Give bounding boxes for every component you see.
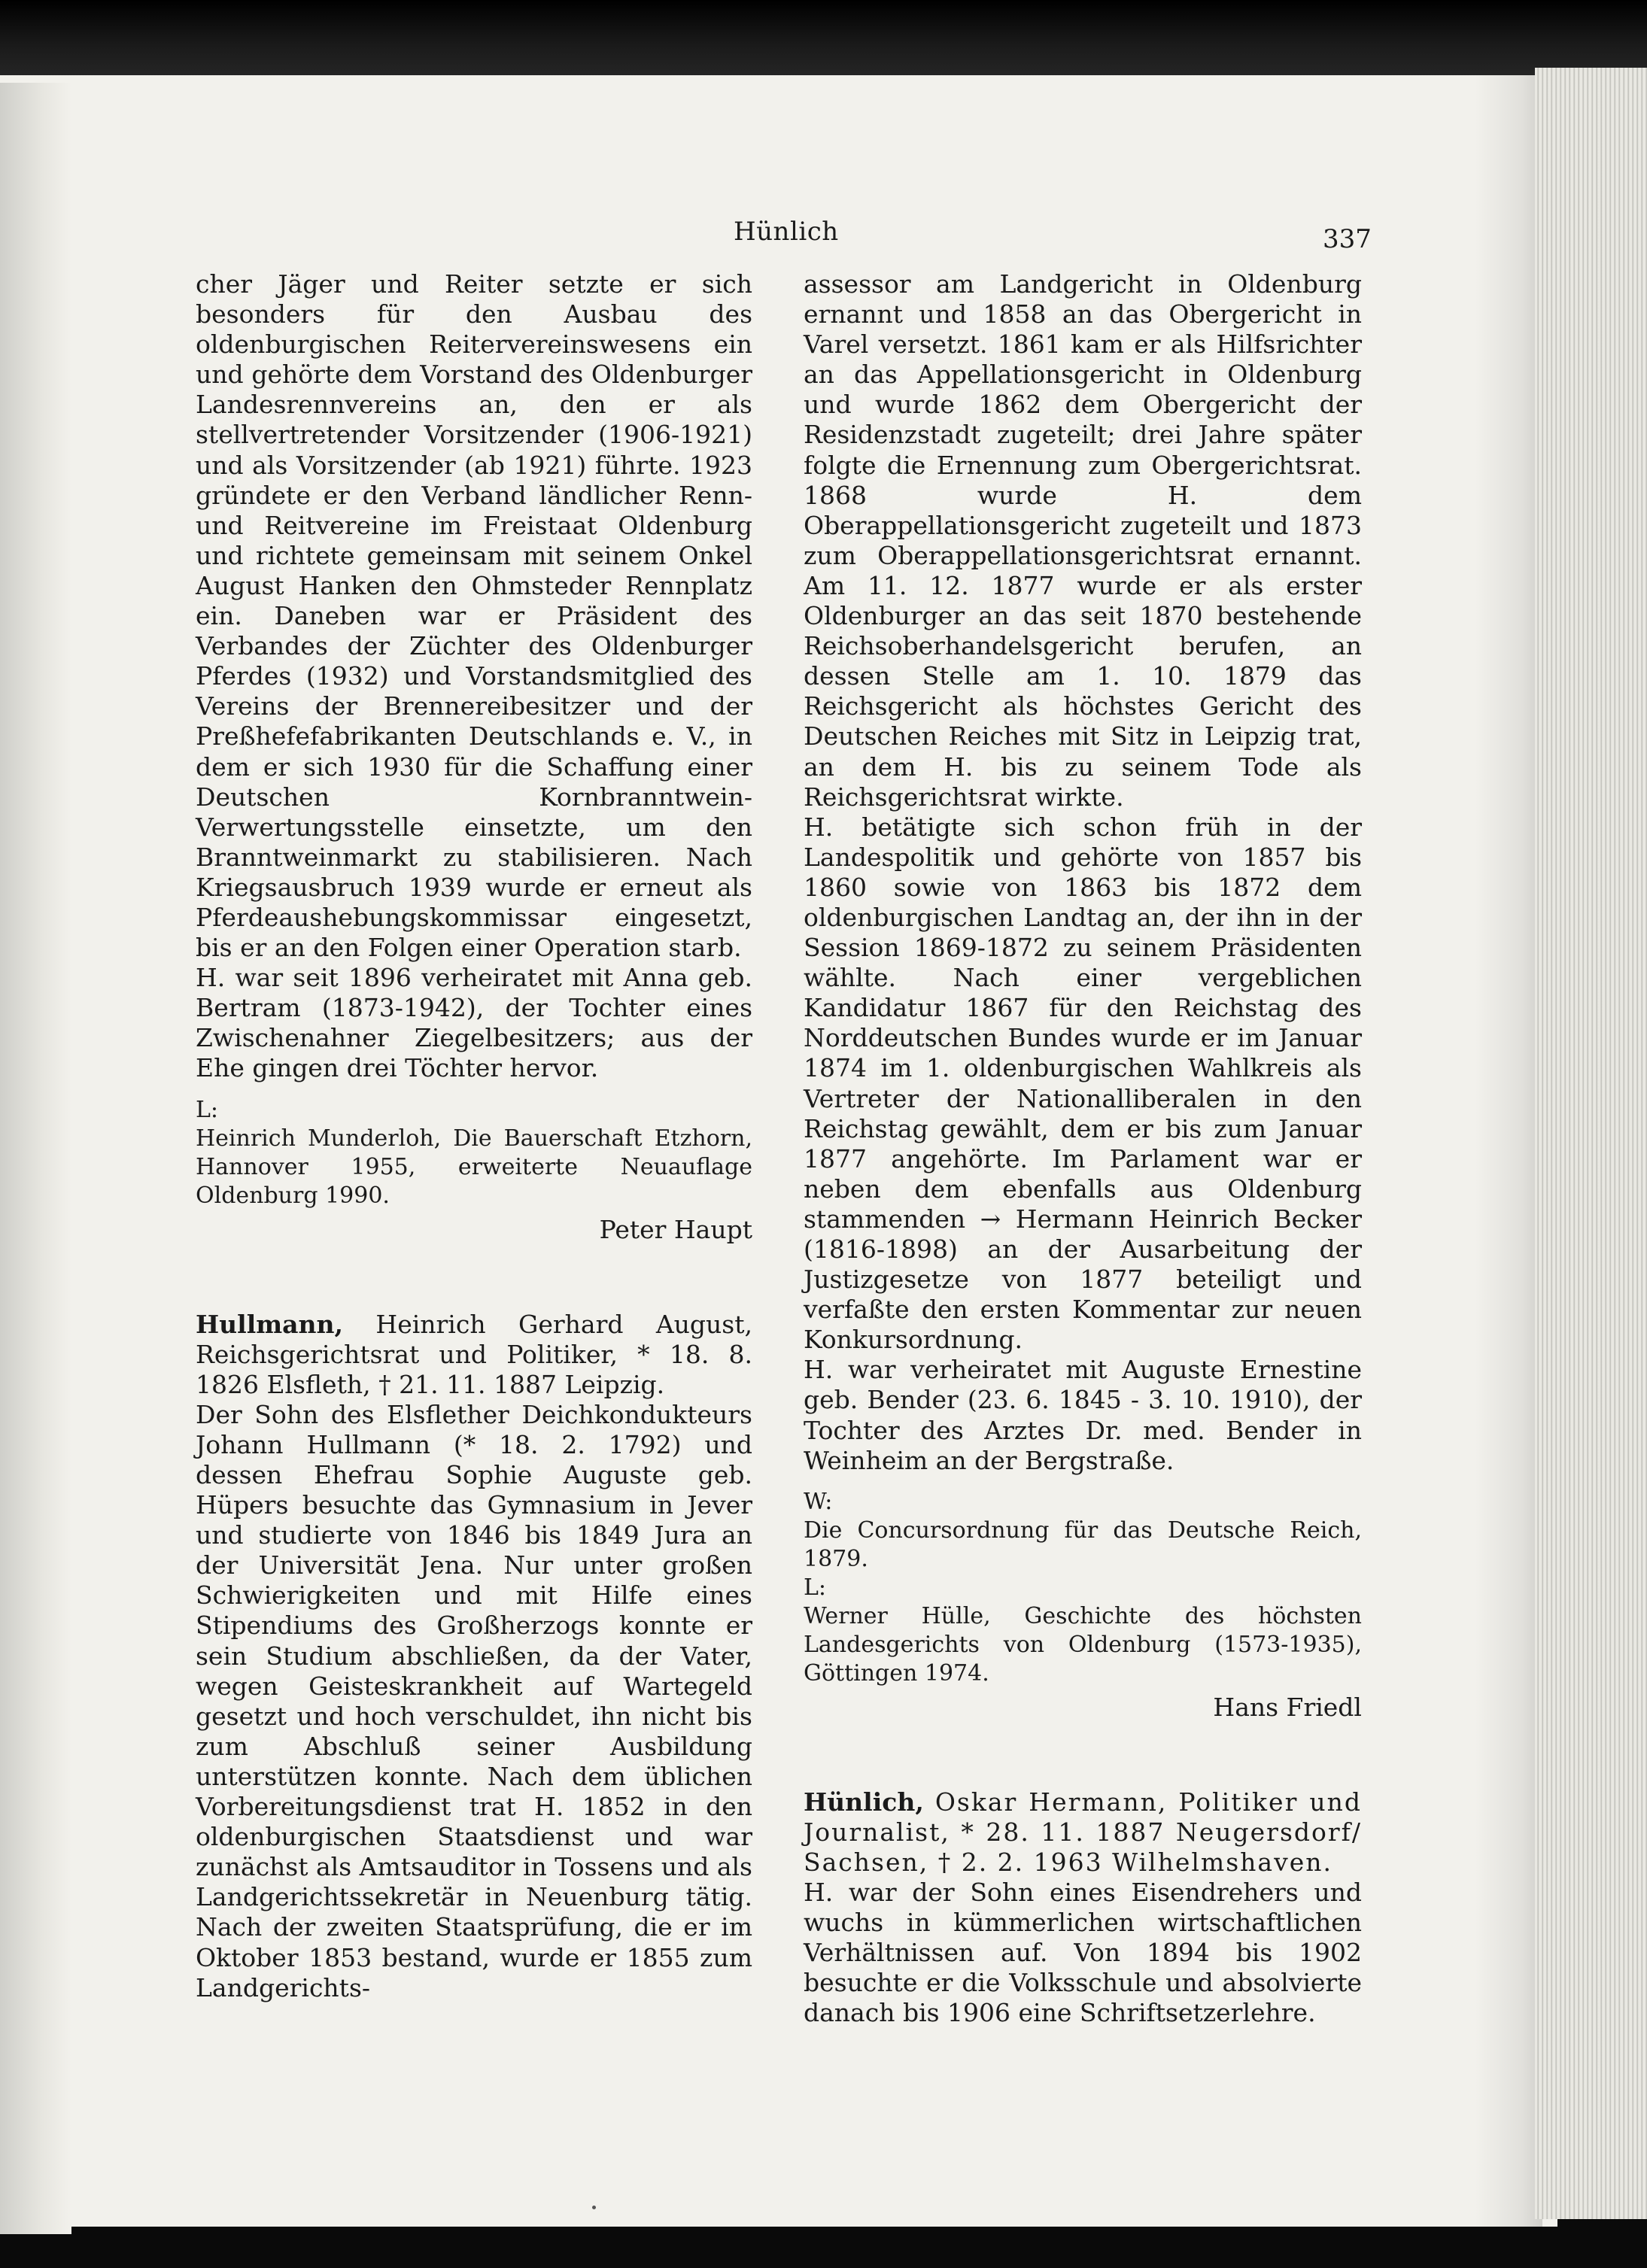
literature-label: L: xyxy=(196,1096,219,1123)
paragraph: H. war verheiratet mit Auguste Ernestine geb. Bender (23. 6. 1845 - 3. 10. 1910), der Tochter des Arztes Dr. med. Bender in Weinheim an der Bergstraße. xyxy=(804,1355,1362,1475)
works-reference: Die Concursordnung für das Deutsche Reich, 1879. xyxy=(804,1517,1362,1572)
paragraph: H. war der Sohn eines Eisendrehers und wuchs in kümmerlichen wirtschaftlichen Verhältnissen auf. Von 1894 bis 1902 besuchte er die Volksschule und absolvierte danach bis 1906 eine Schriftsetzerlehre. xyxy=(804,1878,1362,2028)
paragraph: H. betätigte sich schon früh in der Landespolitik und gehörte von 1857 bis 1860 sowie von 1863 bis 1872 dem oldenburgischen Landtag an, der ihn in der Session 1869-1872 zu seinem Präsidenten wählte. Nach einer vergeblichen Kandidatur 1867 für den Reichstag des Norddeutschen Bundes wurde er im Januar 1874 im 1. oldenburgischen Wahlkreis als Vertreter der Nationalliberalen in den Reichstag gewählt, dem er bis zum Januar 1877 angehörte. Im Parlament war er neben dem ebenfalls aus Oldenburg stammenden → Hermann Heinrich Becker (1816-1898) an der Ausarbeitung der Justizgesetze von 1877 beteiligt und verfaßte den ersten Kommentar zur neuen Konkursordnung. xyxy=(804,812,1362,1355)
entry-author: Hans Friedl xyxy=(1213,1692,1362,1722)
literature-label: L: xyxy=(804,1574,827,1601)
entry-head-text: Heinrich Gerhard August, Reichsgerichtsrat und Politiker, * 18. 8. 1826 Elsfleth, † 21. 11. 1887 Leipzig. xyxy=(196,1309,752,1399)
paragraph: Der Sohn des Elsflether Deichkondukteurs Johann Hullmann (* 18. 2. 1792) und dessen Ehefrau Sophie Auguste geb. Hüpers besuchte das Gymnasium in Jever und studierte von 1846 bis 1849 Jura an der Universität Jena. Nur unter großen Schwierigkeiten und mit Hilfe eines Stipendiums des Großherzogs konnte er sein Studium abschließen, da der Vater, wegen Geisteskrankheit auf Wartegeld gesetzt und hoch verschuldet, ihn nicht bis zum Abschluß seiner Ausbildung unterstützen konnte. Nach dem üblichen Vorbereitungsdienst trat H. 1852 in den oldenburgischen Staatsdienst und war zunächst als Amtsauditor in Tossens und als Landgerichtssekretär in Neuenburg tätig. Nach der zweiten Staatsprüfung, die er im Oktober 1853 bestand, wurde er 1855 zum Landgerichts- xyxy=(196,1399,752,2002)
page-number: 337 xyxy=(1323,224,1372,254)
paragraph: cher Jäger und Reiter setzte er sich besonders für den Ausbau des oldenburgischen Reitervereinswesens ein und gehörte dem Vorstand des Oldenburger Landesrennvereins an, den er als stellvertretender Vorsitzender (1906-1921) und als Vorsitzender (ab 1921) führte. 1923 gründete er den Verband ländlicher Renn- und Reitvereine im Freistaat Oldenburg und richtete gemeinsam mit seinem Onkel August Hanken den Ohmsteder Rennplatz ein. Daneben war er Präsident des Verbandes der Züchter des Oldenburger Pferdes (1932) und Vorstandsmitglied des Vereins der Brennereibesitzer und der Preßhefefabrikanten Deutschlands e. V., in dem er sich 1930 für die Schaffung einer Deutschen Kornbranntwein-Verwertungsstelle einsetzte, um den Branntweinmarkt zu stabilisieren. Nach Kriegsausbruch 1939 wurde er erneut als Pferdeaushebungskommissar eingesetzt, bis er an den Folgen einer Operation starb. xyxy=(196,269,752,963)
page-gutter-shadow xyxy=(1475,75,1542,2227)
entry-heading xyxy=(196,1310,752,1400)
paragraph: H. war seit 1896 verheiratet mit Anna geb. Bertram (1873-1942), der Tochter eines Zwischenahner Ziegelbesitzers; aus der Ehe gingen drei Töchter hervor. xyxy=(196,963,752,1083)
entry-head-text: Oskar Hermann, Politiker und Journalist, * 28. 11. 1887 Neugersdorf/ Sachsen, † 2. 2. 1963 Wilhelmshaven. xyxy=(804,1787,1362,1877)
paragraph: assessor am Landgericht in Oldenburg ernannt und 1858 an das Obergericht in Varel versetzt. 1861 kam er als Hilfsrichter an das Appellationsgericht in Oldenburg und wurde 1862 dem Obergericht der Residenzstadt zugeteilt; drei Jahre später folgte die Ernennung zum Obergerichtsrat. 1868 wurde H. dem Oberappellationsgericht zugeteilt und 1873 zum Oberappellationsgerichtsrat ernannt. Am 11. 12. 1877 wurde er als erster Oldenburger an das seit 1870 bestehende Reichsoberhandelsgericht berufen, an dessen Stelle am 1. 10. 1879 das Reichsgericht als höchstes Gericht des Deutschen Reiches mit Sitz in Leipzig trat, an dem H. bis zu seinem Tode als Reichsgerichtsrat wirkte. xyxy=(804,269,1362,812)
works-label: W: xyxy=(804,1488,833,1515)
running-head: Hünlich xyxy=(734,217,839,247)
literature-reference: Werner Hülle, Geschichte des höchsten Landesgerichts von Oldenburg (1573-1935), Göttingen 1974. xyxy=(804,1602,1362,1687)
entry-author: Peter Haupt xyxy=(599,1214,752,1244)
entry-name: Hünlich, xyxy=(804,1787,924,1817)
entry-separator xyxy=(804,1723,1362,1787)
facing-page-edge xyxy=(0,83,71,2234)
entry-name: Hullmann, xyxy=(196,1309,344,1339)
book-page-edges xyxy=(1535,68,1647,2219)
right-column xyxy=(804,269,1362,2029)
scan-speck xyxy=(592,2206,596,2209)
entry-separator xyxy=(196,1245,752,1310)
literature-reference: Heinrich Munderloh, Die Bauerschaft Etzhorn, Hannover 1955, erweiterte Neuauflage Oldenburg 1990. xyxy=(196,1125,752,1209)
left-column xyxy=(196,269,752,2003)
entry-heading xyxy=(804,1787,1362,1878)
